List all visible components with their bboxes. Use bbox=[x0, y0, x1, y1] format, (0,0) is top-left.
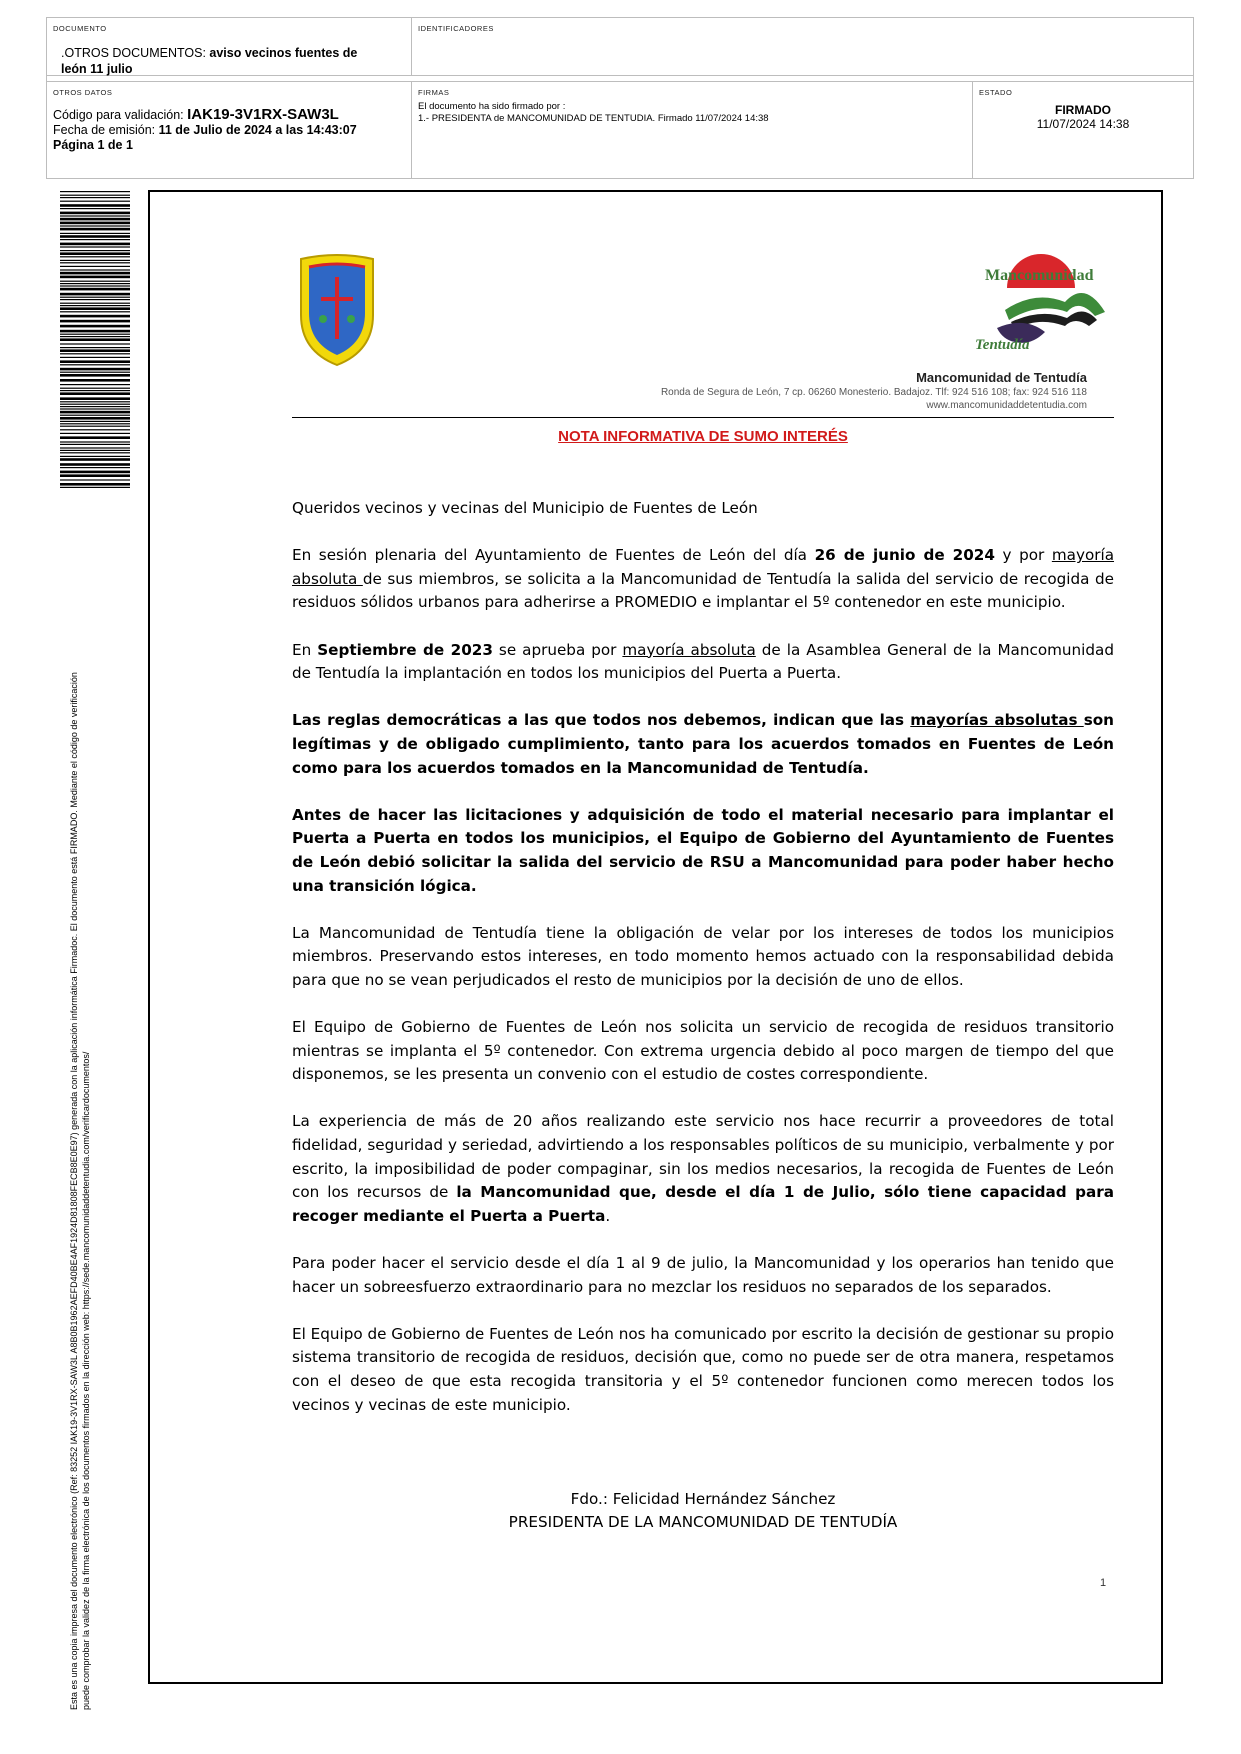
verification-line-2: puede comprobar la validez de la firma electrónica de los documentos firmados en la dirección web: https://sede.mancomunidaddetentudia.com/verificardocumentos/ bbox=[81, 1051, 91, 1710]
paragraph-8: Para poder hacer el servicio desde el día 1 al 9 de julio, la Mancomunidad y los operarios han tenido que hacer un sobreesfuerzo extraordinario para no mezclar los residuos no separados de los separados. bbox=[292, 1254, 1114, 1296]
firmas-intro: El documento ha sido firmado por : bbox=[418, 101, 566, 112]
paragraph-5: La Mancomunidad de Tentudía tiene la obligación de velar por los intereses de todos los municipios miembros. Preservando estos intereses, en todo momento hemos actuado con la responsabilidad debida para que no se vean perjudicados el resto de municipios por la decisión de uno de ellos. bbox=[292, 923, 1114, 989]
document-metadata-table bbox=[46, 17, 1194, 179]
document-title bbox=[61, 45, 405, 77]
letter-body bbox=[292, 497, 1114, 1441]
estado-cell bbox=[973, 81, 1193, 178]
paragraph-6: El Equipo de Gobierno de Fuentes de León nos solicita un servicio de recogida de residuos transitorio mientras se implanta el 5º contenedor. Con extrema urgencia debido al poco margen de tiempo del que disponemos, se les presenta un convenio con el estudio de costes correspondiente. bbox=[292, 1018, 1114, 1084]
paragraph-4: Antes de hacer las licitaciones y adquisición de todo el material necesario para implantar el Puerta a Puerta en todos los municipios, el Equipo de Gobierno del Ayuntamiento de Fuentes de León debió solicitar la salida del servicio de RSU a Mancomunidad para poder haber hecho una transición lógica. bbox=[292, 805, 1114, 895]
issue-date-label: Fecha de emisión: bbox=[53, 123, 156, 137]
signatory-name: Fdo.: Felicidad Hernández Sánchez bbox=[570, 1490, 836, 1508]
validation-code: IAK19-3V1RX-SAW3L bbox=[187, 106, 339, 123]
greeting: Queridos vecinos y vecinas del Municipio de Fuentes de León bbox=[292, 499, 758, 517]
verification-line-1: Esta es una copia impresa del documento electrónico (Ref: 83252 IAK19-3V1RX-SAW3L A8B0B1962AEFD40BE4AF1924D81808FECB8E0E97) generada con la aplicación informática Firmadoc. El documento está FIRMADO. Mediante el código de verificación bbox=[69, 672, 79, 1710]
mancomunidad-logo-title: Mancomunidad bbox=[985, 267, 1094, 284]
paragraph-2: En Septiembre de 2023 se aprueba por mayoría absoluta de la Asamblea General de la Mancomunidad de Tentudía la implantación en todos los municipios del Puerta a Puerta. bbox=[292, 640, 1114, 683]
organization-website: www.mancomunidaddetentudia.com bbox=[926, 400, 1087, 411]
page-count: Página 1 de 1 bbox=[53, 138, 133, 152]
validation-code-label: Código para validación: bbox=[53, 108, 184, 122]
identificadores-label: IDENTIFICADORES bbox=[418, 24, 494, 33]
paragraph-7: La experiencia de más de 20 años realizando este servicio nos hace recurrir a proveedores de total fidelidad, seguridad y seriedad, advirtiendo a los responsables políticos de su municipio, verbalmente y por escrito, la imposibilidad de poder compaginar, sin los medios necesarios, la recogida de Fuentes de León con los recursos de la Mancomunidad que, desde el día 1 de Julio, sólo tiene capacidad para recoger mediante el Puerta a Puerta. bbox=[292, 1112, 1115, 1225]
estado-label: ESTADO bbox=[979, 88, 1013, 97]
otros-datos-label: OTROS DATOS bbox=[53, 88, 113, 97]
issue-date: 11 de Julio de 2024 a las 14:43:07 bbox=[158, 123, 357, 137]
document-title-line2: león 11 julio bbox=[61, 62, 133, 76]
signature-block bbox=[292, 1488, 1114, 1534]
paragraph-3: Las reglas democráticas a las que todos nos debemos, indican que las mayorías absolutas son legítimas y de obligado cumplimiento, tanto para los acuerdos tomados en Fuentes de León como para los acuerdos tomados en la Mancomunidad de Tentudía. bbox=[292, 711, 1114, 777]
paragraph-1: En sesión plenaria del Ayuntamiento de Fuentes de León del día 26 de junio de 2024 y por mayoría absoluta de sus miembros, se solicita a la Mancomunidad de Tentudía la salida del servicio de recogida de residuos sólidos urbanos para adherirse a PROMEDIO e implantar el 5º contenedor en este municipio. bbox=[292, 546, 1115, 612]
firmas-label: FIRMAS bbox=[418, 88, 450, 97]
firmas-signer: 1.- PRESIDENTA de MANCOMUNIDAD DE TENTUDIA. Firmado 11/07/2024 14:38 bbox=[418, 113, 769, 124]
documento-label: DOCUMENTO bbox=[53, 24, 107, 33]
document-title-line1: aviso vecinos fuentes de bbox=[209, 46, 358, 60]
letterhead-divider bbox=[292, 417, 1114, 418]
signatory-title: PRESIDENTA DE LA MANCOMUNIDAD DE TENTUDÍA bbox=[508, 1513, 898, 1531]
signed-status: FIRMADO bbox=[1055, 103, 1111, 117]
barcode-image bbox=[60, 191, 130, 489]
identificadores-cell bbox=[412, 18, 1193, 76]
otros-datos-cell bbox=[47, 81, 412, 178]
coat-of-arms-logo bbox=[295, 253, 379, 367]
firmas-cell bbox=[412, 81, 973, 178]
page-number: 1 bbox=[1100, 1577, 1107, 1589]
notice-title: NOTA INFORMATIVA DE SUMO INTERÉS bbox=[558, 428, 848, 445]
mancomunidad-logo-subtitle: Tentudía bbox=[975, 337, 1030, 353]
paragraph-9: El Equipo de Gobierno de Fuentes de León nos ha comunicado por escrito la decisión de gestionar su propio sistema transitorio de recogida de residuos, decisión que, como no puede ser de otra manera, respetamos con el deseo de que esta recogida transitoria y el 5º contenedor funcionen como merecen todos los vecinos y vecinas de este municipio. bbox=[292, 1324, 1114, 1414]
signed-date: 11/07/2024 14:38 bbox=[1036, 117, 1130, 131]
document-type: .OTROS DOCUMENTOS: bbox=[61, 46, 206, 60]
organization-address: Ronda de Segura de León, 7 cp. 06260 Monesterio. Badajoz. Tlf: 924 516 108; fax: 924 516 118 bbox=[660, 387, 1087, 398]
verification-side-text bbox=[68, 495, 128, 1710]
organization-name: Mancomunidad de Tentudía bbox=[916, 370, 1087, 385]
documento-cell bbox=[47, 18, 412, 76]
